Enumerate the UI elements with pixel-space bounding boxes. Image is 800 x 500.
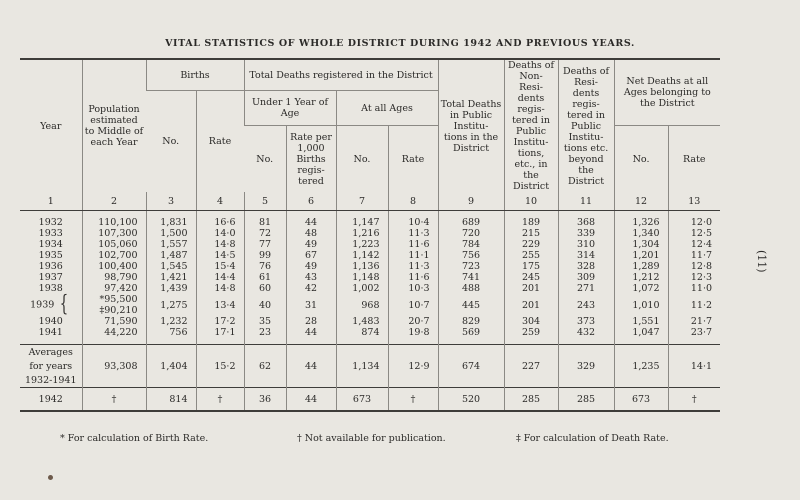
net-deaths-rate: 12·0 xyxy=(668,211,720,229)
table-row xyxy=(20,272,720,283)
under-1-no: 81 xyxy=(244,211,286,229)
births-no: 1,545 xyxy=(146,261,196,272)
row-year: 1941 xyxy=(38,327,63,338)
page-number: (11) xyxy=(755,250,768,273)
net-deaths-no: 1,212 xyxy=(614,272,668,283)
deaths-rate: 11·1 xyxy=(388,250,438,261)
row-year: 1940 xyxy=(38,316,63,327)
deaths-rate: 11·3 xyxy=(388,261,438,272)
table-row xyxy=(20,316,720,327)
deaths-rate: 10·4 xyxy=(388,211,438,229)
deaths-no: 1,136 xyxy=(336,261,388,272)
public-institution-deaths: 720 xyxy=(438,228,504,239)
population: 105,060 xyxy=(82,239,146,250)
column-number: 2 xyxy=(82,192,146,211)
non-resident-deaths: 175 xyxy=(504,261,558,272)
resident-deaths-beyond: 285 xyxy=(558,388,614,412)
header-under-1-no: No. xyxy=(256,153,274,165)
births-rate: 17·2 xyxy=(196,316,244,327)
births-no: 1,421 xyxy=(146,272,196,283)
row-year: 1939 xyxy=(30,299,55,311)
under-1-no: 77 xyxy=(244,239,286,250)
net-deaths-rate: 11·2 xyxy=(668,294,720,316)
table-row xyxy=(20,388,720,412)
header-under-1: Under 1 Year of Age xyxy=(244,91,336,126)
header-net-rate: Rate xyxy=(668,126,720,193)
non-resident-deaths: 255 xyxy=(504,250,558,261)
net-deaths-rate: 12·5 xyxy=(668,228,720,239)
under-1-rate: 49 xyxy=(286,239,336,250)
net-deaths-no: 1,326 xyxy=(614,211,668,229)
header-births-no: No. xyxy=(162,136,180,147)
net-deaths-no: 1,289 xyxy=(614,261,668,272)
header-total-deaths: Total Deaths registered in the District xyxy=(244,59,438,91)
net-deaths-rate: 12·4 xyxy=(668,239,720,250)
population: 98,790 xyxy=(82,272,146,283)
table-row xyxy=(20,294,720,316)
births-rate: 14·0 xyxy=(196,228,244,239)
population: † xyxy=(82,388,146,412)
net-deaths-no: 673 xyxy=(614,388,668,412)
population: 110,100 xyxy=(82,211,146,229)
column-number: 1 xyxy=(20,192,82,211)
births-no: 1,439 xyxy=(146,283,196,294)
under-1-no: 62 xyxy=(244,345,286,388)
under-1-no: 23 xyxy=(244,327,286,345)
deaths-no: 1,142 xyxy=(336,250,388,261)
public-institution-deaths: 829 xyxy=(438,316,504,327)
resident-deaths-beyond: 329 xyxy=(558,345,614,388)
deaths-no: 1,148 xyxy=(336,272,388,283)
deaths-rate: 11·3 xyxy=(388,228,438,239)
non-resident-deaths: 201 xyxy=(504,283,558,294)
non-resident-deaths: 215 xyxy=(504,228,558,239)
header-non-residents: Deaths of Non- Resi- dents regis- tered in Public Institu- tions, etc., in the District xyxy=(504,59,558,192)
births-rate: 14·4 xyxy=(196,272,244,283)
under-1-rate: 67 xyxy=(286,250,336,261)
column-numbers-row xyxy=(20,192,720,211)
year-rows xyxy=(20,211,720,295)
public-institution-deaths: 741 xyxy=(438,272,504,283)
non-resident-deaths: 259 xyxy=(504,327,558,345)
deaths-rate: 10·3 xyxy=(388,283,438,294)
non-resident-deaths: 245 xyxy=(504,272,558,283)
births-no: 1,232 xyxy=(146,316,196,327)
under-1-rate: 44 xyxy=(286,327,336,345)
non-resident-deaths: 201 xyxy=(504,294,558,316)
births-no: 1,275 xyxy=(146,294,196,316)
deaths-no: 1,223 xyxy=(336,239,388,250)
population: 102,700 xyxy=(82,250,146,261)
deaths-no: 1,483 xyxy=(336,316,388,327)
header-births-rate: Rate xyxy=(196,91,244,193)
under-1-rate: 49 xyxy=(286,261,336,272)
births-rate: 15·2 xyxy=(196,345,244,388)
public-institution-deaths: 784 xyxy=(438,239,504,250)
under-1-no: 60 xyxy=(244,283,286,294)
resident-deaths-beyond: 309 xyxy=(558,272,614,283)
footnote-not-available: † Not available for publication. xyxy=(297,433,446,444)
averages-row xyxy=(20,345,720,388)
net-deaths-no: 1,551 xyxy=(614,316,668,327)
under-1-no: 72 xyxy=(244,228,286,239)
deaths-rate: 12·9 xyxy=(388,345,438,388)
population-pair xyxy=(100,294,138,316)
header-all-rate: Rate xyxy=(388,126,438,193)
population: 100,400 xyxy=(82,261,146,272)
resident-deaths-beyond: 314 xyxy=(558,250,614,261)
deaths-no: 1,002 xyxy=(336,283,388,294)
public-institution-deaths: 689 xyxy=(438,211,504,229)
non-resident-deaths: 227 xyxy=(504,345,558,388)
row-year: 1935 xyxy=(38,250,63,261)
column-number: 10 xyxy=(504,192,558,211)
births-rate: 14·8 xyxy=(196,283,244,294)
non-resident-deaths: 285 xyxy=(504,388,558,412)
net-deaths-rate: 14·1 xyxy=(668,345,720,388)
net-deaths-rate: 12·8 xyxy=(668,261,720,272)
net-deaths-rate: 11·7 xyxy=(668,250,720,261)
population-birth-basis: *95,500 xyxy=(99,294,138,305)
resident-deaths-beyond: 243 xyxy=(558,294,614,316)
births-no: 1,500 xyxy=(146,228,196,239)
public-institution-deaths: 756 xyxy=(438,250,504,261)
table-row xyxy=(20,283,720,294)
non-resident-deaths: 189 xyxy=(504,211,558,229)
under-1-rate: 31 xyxy=(286,294,336,316)
resident-deaths-beyond: 368 xyxy=(558,211,614,229)
population: 44,220 xyxy=(82,327,146,345)
under-1-rate: 28 xyxy=(286,316,336,327)
page-title: VITAL STATISTICS OF WHOLE DISTRICT DURING 1942 AND PREVIOUS YEARS. xyxy=(165,38,635,49)
column-number: 8 xyxy=(388,192,438,211)
under-1-no: 99 xyxy=(244,250,286,261)
resident-deaths-beyond: 432 xyxy=(558,327,614,345)
under-1-no: 40 xyxy=(244,294,286,316)
net-deaths-rate: 12·3 xyxy=(668,272,720,283)
header-under-1-rate: Rate per 1,000 Births regis- tered xyxy=(286,126,336,193)
population-death-basis: ‡90,210 xyxy=(99,305,138,316)
averages-label-a: Averages xyxy=(20,345,82,360)
row-year: 1938 xyxy=(38,283,63,294)
under-1-rate: 42 xyxy=(286,283,336,294)
deaths-rate: 11·6 xyxy=(388,239,438,250)
row-year: 1942 xyxy=(20,388,82,412)
net-deaths-rate: 23·7 xyxy=(668,327,720,345)
year-row-1942 xyxy=(20,388,720,412)
header-all-no: No. xyxy=(336,126,388,193)
brace-glyph: { xyxy=(60,292,69,317)
deaths-rate: † xyxy=(388,388,438,412)
header-net-no: No. xyxy=(614,126,668,193)
row-year: 1934 xyxy=(38,239,63,250)
public-institution-deaths: 674 xyxy=(438,345,504,388)
deaths-no: 1,147 xyxy=(336,211,388,229)
year-row-1939 xyxy=(20,294,720,316)
row-year: 1933 xyxy=(38,228,63,239)
row-year: 1932 xyxy=(38,217,63,228)
population: 97,420 xyxy=(82,283,146,294)
public-institution-deaths: 723 xyxy=(438,261,504,272)
header-public-institutions: Total Deaths in Public Institu- tions in the District xyxy=(438,59,504,192)
deaths-no: 673 xyxy=(336,388,388,412)
population: 107,300 xyxy=(82,228,146,239)
column-number: 11 xyxy=(558,192,614,211)
deaths-rate: 10·7 xyxy=(388,294,438,316)
under-1-rate: 44 xyxy=(286,388,336,412)
deaths-no: 1,134 xyxy=(336,345,388,388)
births-rate: 16·6 xyxy=(196,211,244,229)
table-row xyxy=(20,250,720,261)
header-births: Births xyxy=(146,59,244,91)
public-institution-deaths: 445 xyxy=(438,294,504,316)
row-year: 1937 xyxy=(38,272,63,283)
resident-deaths-beyond: 373 xyxy=(558,316,614,327)
under-1-rate: 48 xyxy=(286,228,336,239)
public-institution-deaths: 488 xyxy=(438,283,504,294)
non-resident-deaths: 229 xyxy=(504,239,558,250)
births-no: 1,404 xyxy=(146,345,196,388)
year-rows xyxy=(20,316,720,345)
births-rate: † xyxy=(196,388,244,412)
births-no: 756 xyxy=(146,327,196,345)
under-1-no: 36 xyxy=(244,388,286,412)
resident-deaths-beyond: 328 xyxy=(558,261,614,272)
column-number: 5 xyxy=(244,192,286,211)
deaths-rate: 20·7 xyxy=(388,316,438,327)
header-all-ages: At all Ages xyxy=(336,91,438,126)
column-number: 4 xyxy=(196,192,244,211)
net-deaths-no: 1,047 xyxy=(614,327,668,345)
resident-deaths-beyond: 339 xyxy=(558,228,614,239)
public-institution-deaths: 569 xyxy=(438,327,504,345)
table-row xyxy=(20,239,720,250)
resident-deaths-beyond: 310 xyxy=(558,239,614,250)
resident-deaths-beyond: 271 xyxy=(558,283,614,294)
net-deaths-no: 1,072 xyxy=(614,283,668,294)
net-deaths-rate: † xyxy=(668,388,720,412)
births-no: 1,487 xyxy=(146,250,196,261)
net-deaths-no: 1,340 xyxy=(614,228,668,239)
births-rate: 14·5 xyxy=(196,250,244,261)
population: 71,590 xyxy=(82,316,146,327)
population: 93,308 xyxy=(82,345,146,388)
under-1-rate: 43 xyxy=(286,272,336,283)
table-row xyxy=(20,228,720,239)
non-resident-deaths: 304 xyxy=(504,316,558,327)
net-deaths-no: 1,235 xyxy=(614,345,668,388)
net-deaths-no: 1,304 xyxy=(614,239,668,250)
row-year: 1936 xyxy=(38,261,63,272)
under-1-no: 35 xyxy=(244,316,286,327)
births-no: 1,831 xyxy=(146,211,196,229)
footnote-birth-rate: * For calculation of Birth Rate. xyxy=(60,433,209,444)
under-1-rate: 44 xyxy=(286,345,336,388)
under-1-no: 76 xyxy=(244,261,286,272)
net-deaths-no: 1,201 xyxy=(614,250,668,261)
averages-label-c: 1932-1941 xyxy=(20,373,82,388)
births-rate: 15·4 xyxy=(196,261,244,272)
vital-statistics-table xyxy=(20,58,720,412)
births-no: 1,557 xyxy=(146,239,196,250)
net-deaths-rate: 21·7 xyxy=(668,316,720,327)
column-number: 6 xyxy=(286,192,336,211)
public-institution-deaths: 520 xyxy=(438,388,504,412)
header-residents-beyond: Deaths of Resi- dents regis- tered in Public Institu- tions etc. beyond the District xyxy=(558,59,614,192)
births-rate: 14·8 xyxy=(196,239,244,250)
deaths-no: 968 xyxy=(336,294,388,316)
under-1-no: 61 xyxy=(244,272,286,283)
births-no: 814 xyxy=(146,388,196,412)
net-deaths-rate: 11·0 xyxy=(668,283,720,294)
births-rate: 13·4 xyxy=(196,294,244,316)
table-row xyxy=(20,261,720,272)
column-number: 3 xyxy=(146,192,196,211)
header-population: Population estimated to Middle of each Year xyxy=(82,59,146,192)
deaths-rate: 11·6 xyxy=(388,272,438,283)
table-row xyxy=(20,327,720,345)
table-row xyxy=(20,211,720,229)
footnote-death-rate: ‡ For calculation of Death Rate. xyxy=(516,433,669,444)
column-number: 13 xyxy=(668,192,720,211)
header-year: Year xyxy=(20,59,82,192)
births-rate: 17·1 xyxy=(196,327,244,345)
paper-spot xyxy=(48,475,53,480)
deaths-no: 874 xyxy=(336,327,388,345)
deaths-rate: 19·8 xyxy=(388,327,438,345)
header-net-deaths: Net Deaths at all Ages belonging to the District xyxy=(614,59,720,126)
column-number: 7 xyxy=(336,192,388,211)
averages-label-b: for years xyxy=(29,360,73,372)
under-1-rate: 44 xyxy=(286,211,336,229)
deaths-no: 1,216 xyxy=(336,228,388,239)
net-deaths-no: 1,010 xyxy=(614,294,668,316)
column-number: 9 xyxy=(438,192,504,211)
column-number: 12 xyxy=(614,192,668,211)
